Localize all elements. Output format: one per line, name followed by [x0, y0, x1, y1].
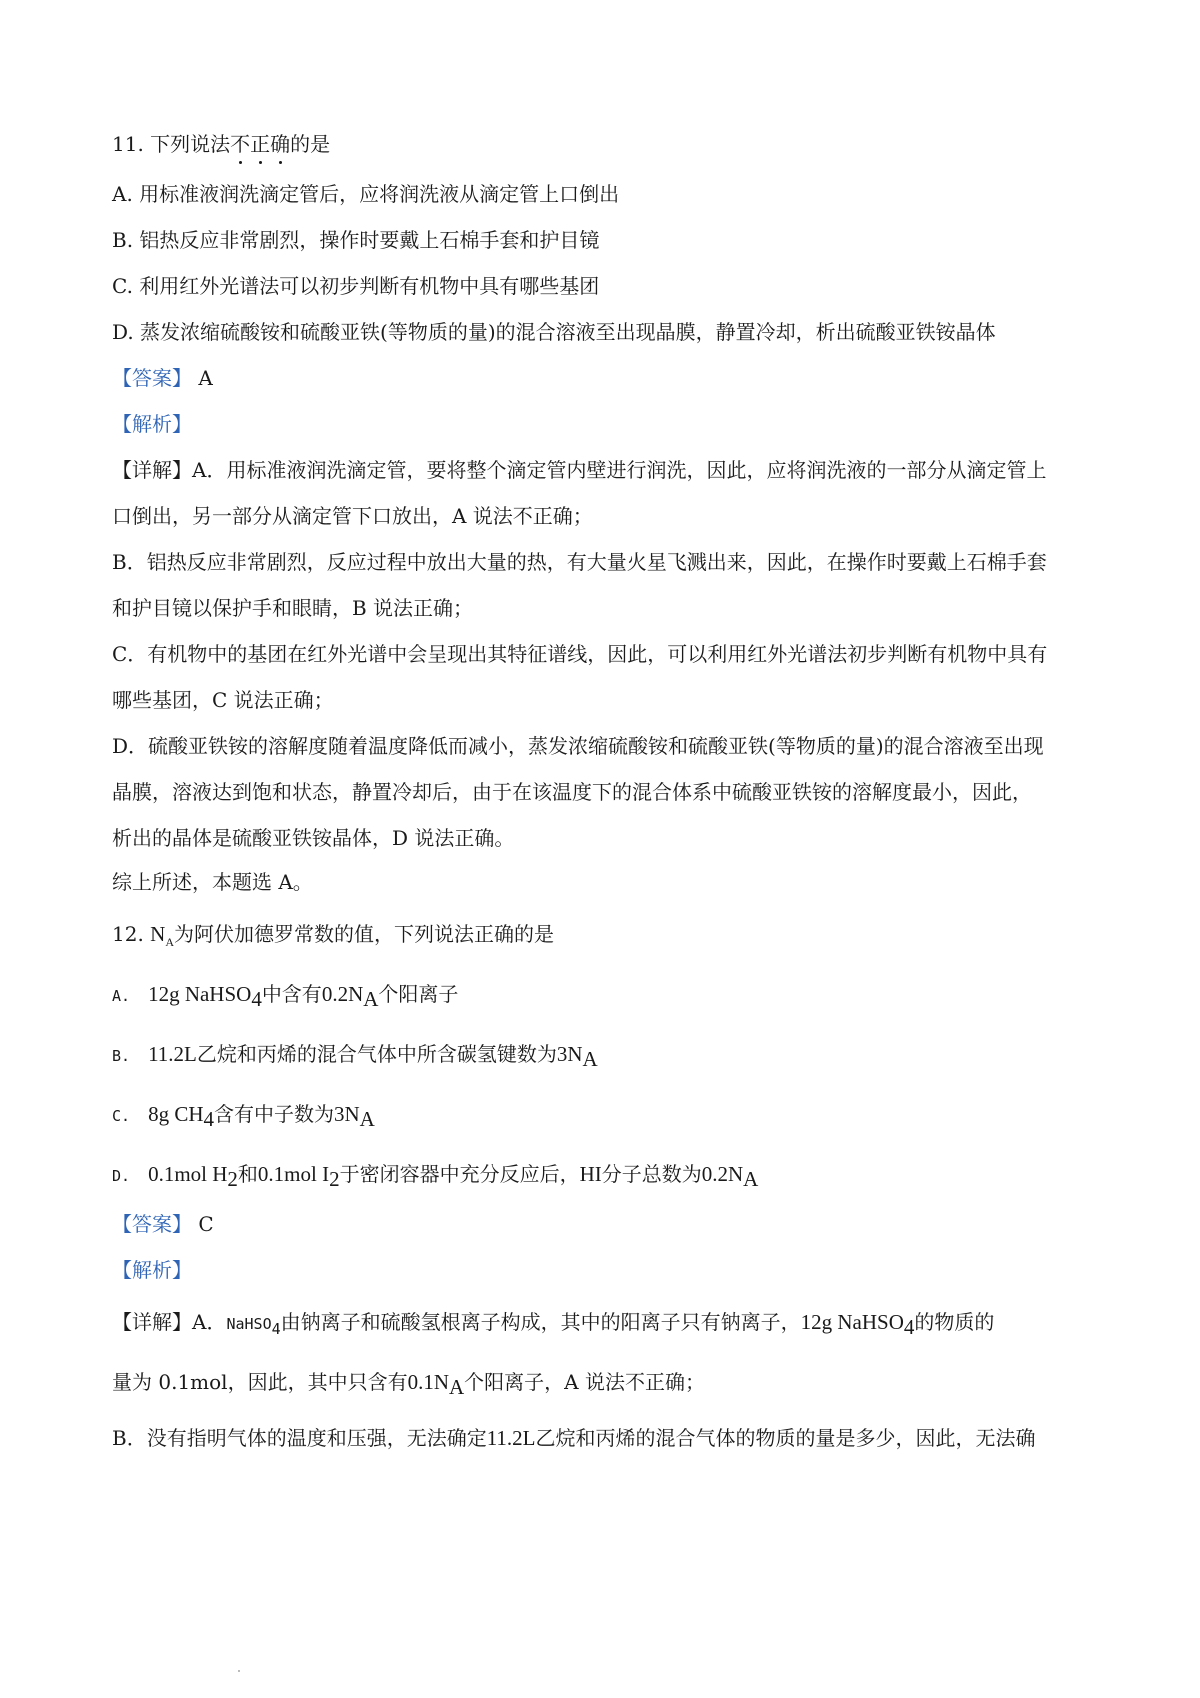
option-d: D. 0.1mol $H_2$和0.1mol $I_2$于密闭容器中充分反应后，HI分子总数为$0.2N_A$: [112, 1162, 759, 1191]
emphasis-char: 不: [230, 132, 251, 156]
detail-line: B．没有指明气体的温度和压强，无法确定11.2L乙烷和丙烯的混合气体的物质的量是多少，因此，无法确: [112, 1426, 1036, 1450]
emphasis-char: 确: [270, 132, 291, 156]
answer-tag: 【答案】: [112, 366, 192, 390]
option-a: A. 用标准液润洗滴定管后，应将润洗液从滴定管上口倒出: [112, 182, 620, 206]
summary-line: 综上所述，本题选 A。: [112, 870, 313, 894]
detail-line: 晶膜，溶液达到饱和状态，静置冷却后，由于在该温度下的混合体系中硫酸亚铁铵的溶解度最小，因此，: [112, 780, 1032, 804]
question-number: 12.: [112, 922, 144, 946]
detail-line: 量为 0.1mol，因此，其中只含有$0.1N_A$个阳离子，A 说法不正确；: [112, 1370, 705, 1399]
answer-line: [112, 364, 213, 392]
question-11-stem: [112, 130, 330, 158]
detail-line: B．铝热反应非常剧烈，反应过程中放出大量的热，有大量火星飞溅出来，因此，在操作时要戴上石棉手套: [112, 550, 1047, 574]
answer-line: [112, 1210, 214, 1238]
answer-value: C: [198, 1212, 214, 1236]
detail-line: 哪些基团，C 说法正确；: [112, 688, 334, 712]
answer-value: A: [198, 366, 213, 390]
detail-text: A．用标准液润洗滴定管，要将整个滴定管内壁进行润洗，因此，应将润洗液的一部分从滴定管上: [192, 458, 1047, 482]
option-d: D. 蒸发浓缩硫酸铵和硫酸亚铁(等物质的量)的混合溶液至出现晶膜，静置冷却，析出硫酸亚铁铵晶体: [112, 320, 996, 344]
footer-mark: [238, 1670, 240, 1672]
option-c: C. 8g $CH_4$含有中子数为$3N_A$: [112, 1102, 375, 1131]
emphasis-char: 正: [250, 132, 271, 156]
detail-tag: 【详解】: [112, 458, 192, 482]
analysis-tag: 【解析】: [112, 412, 192, 436]
detail-line: 【详解】A．NaHSO$_4$由钠离子和硫酸氢根离子构成，其中的阳离子只有钠离子，12g NaHSO$_4$的物质的: [112, 1310, 995, 1339]
detail-tag: 【详解】: [112, 1310, 192, 1334]
answer-tag: 【答案】: [112, 1212, 192, 1236]
detail-line: 口倒出，另一部分从滴定管下口放出，A 说法不正确；: [112, 504, 593, 528]
detail-line: C．有机物中的基团在红外光谱中会呈现出其特征谱线，因此，可以利用红外光谱法初步判断有机物中具有: [112, 642, 1048, 666]
option-b: B. 11.2L乙烷和丙烯的混合气体中所含碳氢键数为$3N_A$: [112, 1042, 598, 1071]
na-symbol: $N_A$: [150, 922, 175, 949]
stem-text-pre: 下列说法: [150, 132, 231, 156]
stem-text-post: 的是: [290, 132, 331, 156]
analysis-tag: 【解析】: [112, 1258, 192, 1282]
option-letter: A.: [112, 987, 131, 1005]
option-a: A. 12g NaHSO$_4$中含有$0.2N_A$个阳离子: [112, 982, 459, 1011]
option-letter: B.: [112, 1047, 131, 1065]
option-b: B. 铝热反应非常剧烈，操作时要戴上石棉手套和护目镜: [112, 228, 600, 252]
detail-line: 析出的晶体是硫酸亚铁铵晶体，D 说法正确。: [112, 826, 515, 850]
detail-line: D．硫酸亚铁铵的溶解度随着温度降低而减小，蒸发浓缩硫酸铵和硫酸亚铁(等物质的量)的混合溶液至出现: [112, 734, 1044, 758]
question-number: 11.: [112, 132, 144, 156]
question-12-stem: [112, 920, 554, 956]
detail-line: 和护目镜以保护手和眼睛，B 说法正确；: [112, 596, 474, 620]
stem-text: 为阿伏加德罗常数的值，下列说法正确的是: [174, 922, 555, 946]
detail-line: [112, 456, 1046, 484]
option-letter: C.: [112, 1107, 131, 1125]
option-c: C. 利用红外光谱法可以初步判断有机物中具有哪些基团: [112, 274, 600, 298]
option-letter: D.: [112, 1167, 131, 1185]
